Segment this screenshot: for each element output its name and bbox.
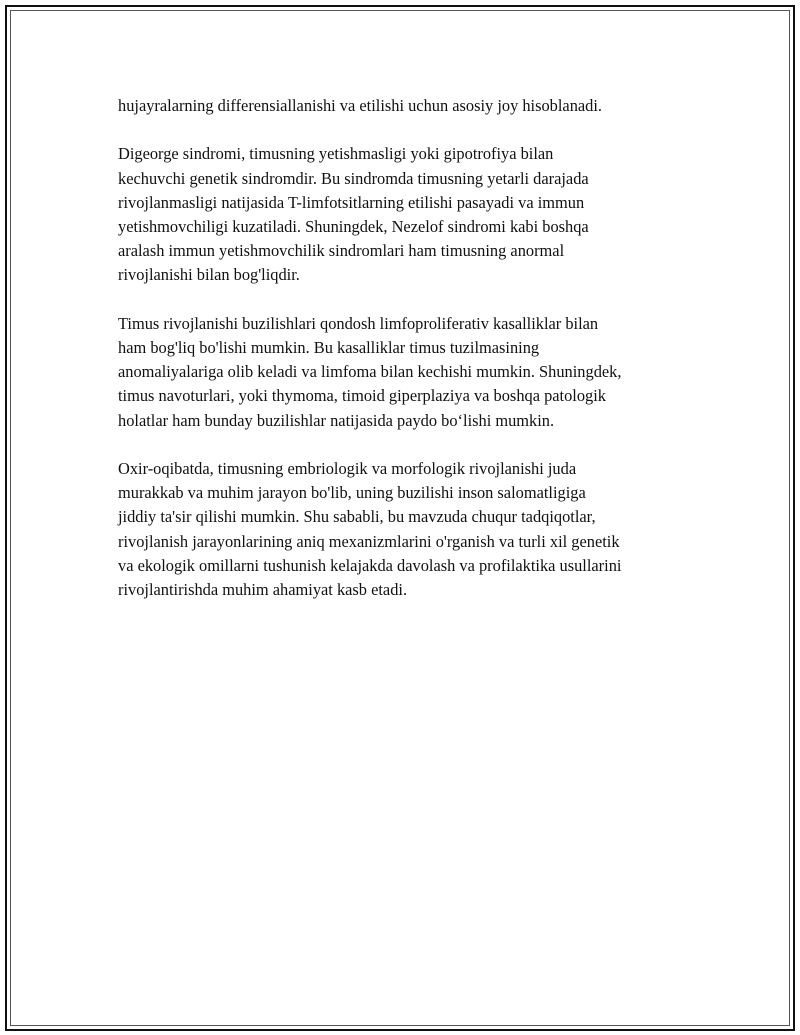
text-line: jiddiy ta'sir qilishi mumkin. Shu sababli, bu mavzuda chuqur tadqiqotlar, bbox=[118, 507, 596, 527]
text-line: timus navoturlari, yoki thymoma, timoid giperplaziya va boshqa patologik bbox=[118, 386, 606, 406]
text-line: rivojlantirishda muhim ahamiyat kasb etadi. bbox=[118, 580, 408, 600]
text-line: anomaliyalariga olib keladi va limfoma bilan kechishi mumkin. Shuningdek, bbox=[118, 362, 622, 382]
paragraph-4 bbox=[118, 457, 688, 602]
text-line: kechuvchi genetik sindromdir. Bu sindromda timusning yetarli darajada bbox=[118, 168, 589, 188]
text-line: rivojlanish jarayonlarining aniq mexanizmlarini o'rganish va turli xil genetik bbox=[118, 531, 620, 551]
text-line: murakkab va muhim jarayon bo'lib, uning buzilishi inson salomatligiga bbox=[118, 483, 586, 503]
paragraph-3 bbox=[118, 312, 688, 433]
paragraph-1 bbox=[118, 94, 688, 118]
text-line: aralash immun yetishmovchilik sindromlari ham timusning anormal bbox=[118, 241, 565, 261]
document-body bbox=[118, 94, 688, 626]
paragraph-2 bbox=[118, 142, 688, 287]
text-line: hujayralarning differensiallanishi va etilishi uchun asosiy joy hisoblanadi. bbox=[118, 96, 603, 115]
text-line: Digeorge sindromi, timusning yetishmasligi yoki gipotrofiya bilan bbox=[118, 144, 554, 164]
text-line: va ekologik omillarni tushunish kelajakda davolash va profilaktika usullarini bbox=[118, 555, 622, 575]
text-line: Oxir-oqibatda, timusning embriologik va morfologik rivojlanishi juda bbox=[118, 459, 577, 478]
text-line: holatlar ham bunday buzilishlar natijasida paydo bo‘lishi mumkin. bbox=[118, 410, 555, 430]
text-line: ham bog'liq bo'lishi mumkin. Bu kasalliklar timus tuzilmasining bbox=[118, 338, 540, 357]
text-line: Timus rivojlanishi buzilishlari qondosh limfoproliferativ kasalliklar bilan bbox=[118, 313, 599, 333]
text-line: yetishmovchiligi kuzatiladi. Shuningdek, Nezelof sindromi kabi boshqa bbox=[118, 217, 589, 236]
text-line: rivojlanmasligi natijasida T-limfotsitlarning etilishi pasayadi va immun bbox=[118, 192, 585, 212]
text-line: rivojlanishi bilan bog'liqdir. bbox=[118, 265, 300, 285]
